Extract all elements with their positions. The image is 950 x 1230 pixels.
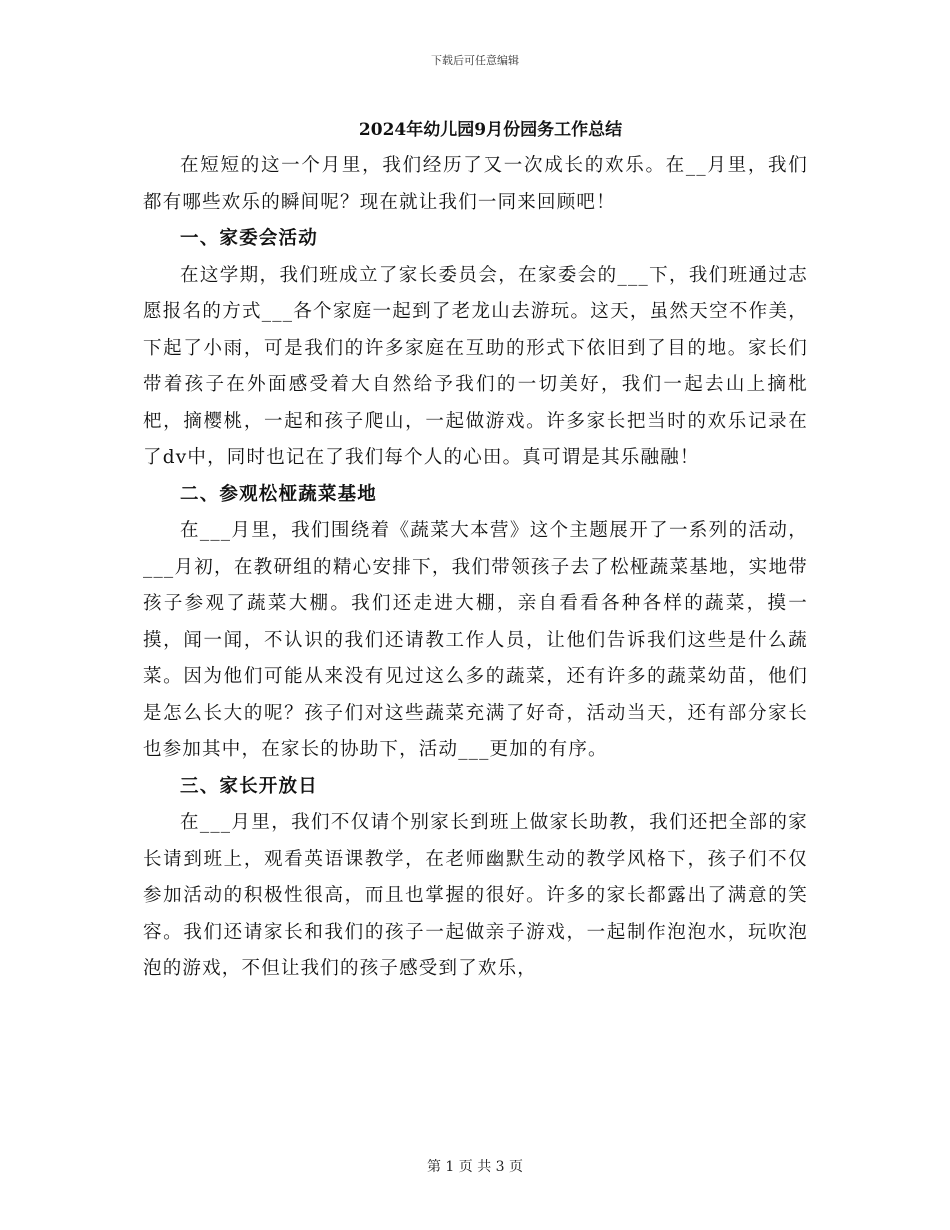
document-body <box>143 112 808 988</box>
intro-paragraph: 在短短的这一个月里，我们经历了又一次成长的欢乐。在__月里，我们都有哪些欢乐的瞬间呢？现在就让我们一同来回顾吧！ <box>143 155 808 213</box>
page-header-note: 下载后可任意编辑 <box>431 54 519 67</box>
section-heading-parent-committee: 一、家委会活动 <box>180 228 318 249</box>
section-body-open-day: 在___月里，我们不仅请个别家长到班上做家长助教，我们还把全部的家长请到班上，观看英语课教学，在老师幽默生动的教学风格下，孩子们不仅参加活动的积极性很高，而且也掌握的很好。许多的家长都露出了满意的笑容。我们还请家长和我们的孩子一起做亲子游戏，一起制作泡泡水，玩吹泡泡的游戏，不但让我们的孩子感受到了欢乐， <box>143 812 808 979</box>
section-heading-open-day: 三、家长开放日 <box>180 775 318 797</box>
section-body-vegetable-base: 在___月里，我们围绕着《蔬菜大本营》这个主题展开了一系列的活动，___月初，在教研组的精心安排下，我们带领孩子去了松桠蔬菜基地，实地带孩子参观了蔬菜大棚。我们还走进大棚，亲自看看各种各样的蔬菜，摸一摸，闻一闻，不认识的我们还请教工作人员，让他们告诉我们这些是什么蔬菜。因为他们可能从来没有见过这么多的蔬菜，还有许多的蔬菜幼苗，他们是怎么长大的呢？孩子们对这些蔬菜充满了好奇，活动当天，还有部分家长也参加其中，在家长的协助下，活动___更加的有序。 <box>143 520 808 760</box>
document-title: 2024年幼儿园9月份园务工作总结 <box>358 120 623 140</box>
page-number-footer: 第 1 页 共 3 页 <box>426 1159 524 1175</box>
section-heading-vegetable-base: 二、参观松桠蔬菜基地 <box>180 483 378 505</box>
section-body-parent-committee: 在这学期，我们班成立了家长委员会，在家委会的___下，我们班通过志愿报名的方式___各个家庭一起到了老龙山去游玩。这天，虽然天空不作美，下起了小雨，可是我们的许多家庭在互助的形式下依旧到了目的地。家长们带着孩子在外面感受着大自然给予我们的一切美好，我们一起去山上摘枇杷，摘樱桃，一起和孩子爬山，一起做游戏。许多家长把当时的欢乐记录在了dv中，同时也记在了我们每个人的心田。真可谓是其乐融融！ <box>143 264 808 468</box>
